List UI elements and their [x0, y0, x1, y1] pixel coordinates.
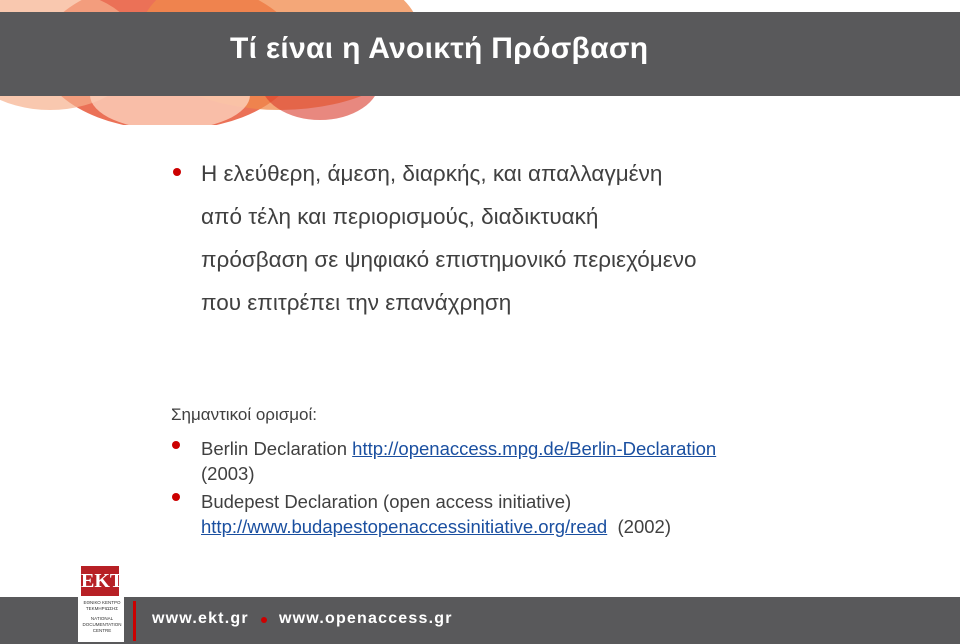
- definition-budapest: [201, 489, 671, 539]
- slide-title: Τί είναι η Ανοικτή Πρόσβαση: [230, 32, 649, 65]
- logo-line: NATIONAL: [90, 616, 114, 621]
- footer-divider: [133, 601, 136, 641]
- berlin-declaration-link[interactable]: http://openaccess.mpg.de/Berlin-Declaration: [352, 438, 717, 459]
- bullet-icon: [172, 493, 180, 501]
- budapest-declaration-link[interactable]: http://www.budapestopenaccessinitiative.org/read: [201, 516, 608, 537]
- logo-line: CENTRE: [92, 628, 112, 633]
- main-line: Η ελεύθερη, άμεση, διαρκής, και απαλλαγμένη: [201, 161, 663, 186]
- definition-label: Budepest Declaration (open access initiative): [201, 491, 572, 512]
- definition-year: (2002): [617, 516, 671, 537]
- footer-site-ekt[interactable]: www.ekt.gr: [152, 610, 249, 627]
- logo-line: DOCUMENTATION: [82, 622, 122, 627]
- main-line: από τέλη και περιορισμούς, διαδικτυακή: [201, 204, 599, 229]
- main-definition: [201, 152, 841, 324]
- definition-label: Berlin Declaration: [201, 438, 353, 459]
- ekt-logo: [78, 560, 124, 642]
- bullet-icon: [173, 168, 181, 176]
- definitions-heading: Σημαντικοί ορισμοί:: [171, 405, 317, 424]
- logo-line: ΕΘΝΙΚΟ ΚΕΝΤΡΟ: [83, 600, 121, 605]
- logo-line: ΤΕΚΜΗΡΙΩΣΗΣ: [85, 606, 119, 611]
- footer-site-openaccess[interactable]: www.openaccess.gr: [279, 610, 453, 627]
- main-line: πρόσβαση σε ψηφιακό επιστημονικό περιεχόμενο: [201, 247, 697, 272]
- ekt-logo-mark: EKT: [81, 566, 119, 596]
- bullet-icon: [172, 441, 180, 449]
- definition-berlin: [201, 436, 716, 486]
- footer-bar: [0, 597, 960, 644]
- definition-year: (2003): [201, 463, 255, 484]
- footer-separator-dot: [261, 617, 267, 623]
- main-line: που επιτρέπει την επανάχρηση: [201, 290, 512, 315]
